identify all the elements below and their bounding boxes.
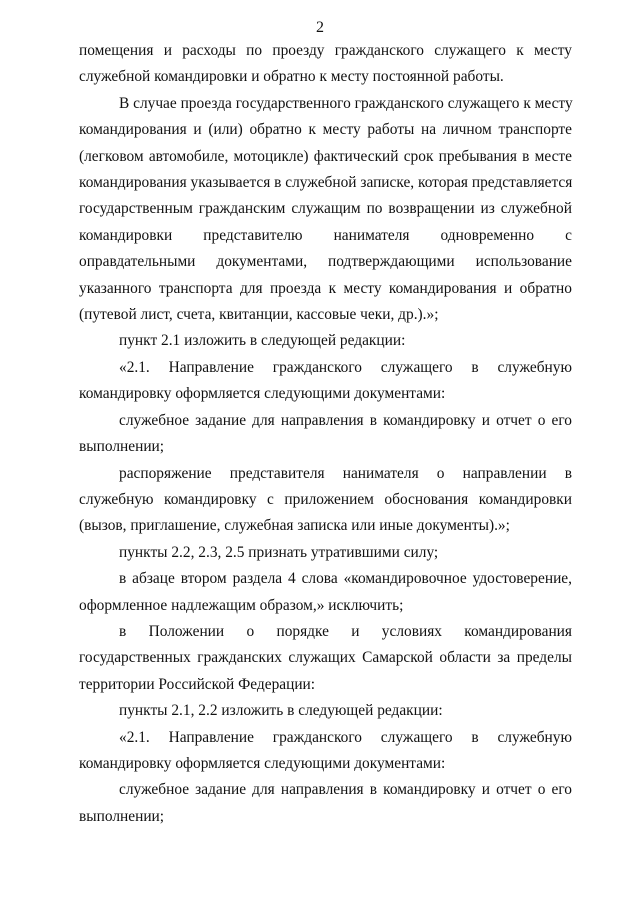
paragraph	[79, 725, 572, 778]
text-line: служебное задание для направления в командировку и отчет о его	[119, 781, 572, 799]
paragraph	[79, 355, 572, 408]
text-line: служебную командировку с приложением обоснования командировки	[79, 490, 572, 508]
text-line: (легковом автомобиле, мотоцикле) фактический срок пребывания в месте	[79, 147, 572, 165]
text-line: распоряжение представителя нанимателя о направлении в	[119, 464, 572, 482]
text-line: командирования указывается в служебной записке, которая представляется	[79, 174, 573, 192]
paragraph	[79, 619, 572, 698]
text-line: «2.1. Направление гражданского служащего в служебную	[119, 358, 572, 376]
paragraph	[79, 777, 572, 830]
paragraph	[79, 461, 572, 540]
text-line: территории Российской Федерации:	[79, 675, 316, 693]
text-line: пункт 2.1 изложить в следующей редакции:	[119, 332, 406, 350]
page-number: 2	[316, 19, 324, 36]
paragraph	[79, 328, 572, 354]
text-line: пункты 2.1, 2.2 изложить в следующей редакции:	[119, 702, 443, 720]
paragraph	[79, 566, 572, 619]
text-line: командировку оформляется следующими документами:	[79, 385, 446, 403]
paragraph	[79, 91, 572, 329]
text-line: выполнении;	[79, 807, 165, 825]
paragraph	[79, 38, 572, 91]
paragraph	[79, 408, 572, 461]
text-line: в абзаце втором раздела 4 слова «командировочное удостоверение,	[119, 570, 572, 588]
text-line: государственных гражданских служащих Самарской области за пределы	[79, 649, 572, 667]
text-line: оформленное надлежащим образом,» исключить;	[79, 596, 404, 614]
text-line: (вызов, приглашение, служебная записка или иные документы).»;	[79, 517, 510, 535]
text-line: оправдательными документами, подтверждающими использование	[79, 253, 572, 271]
text-line: служебное задание для направления в командировку и отчет о его	[119, 411, 572, 429]
text-line: (путевой лист, счета, квитанции, кассовые чеки, др.).»;	[79, 306, 439, 324]
text-line: командировки представителю нанимателя одновременно с	[79, 226, 572, 244]
text-line: «2.1. Направление гражданского служащего в служебную	[119, 728, 572, 746]
text-line: указанного транспорта для проезда к месту командирования и обратно	[79, 279, 572, 297]
text-line: В случае проезда государственного гражданского служащего к месту	[119, 94, 573, 112]
text-line: служебной командировки и обратно к месту постоянной работы.	[79, 68, 504, 86]
text-line: выполнении;	[79, 438, 165, 456]
text-line: командировку оформляется следующими документами:	[79, 754, 446, 772]
text-line: в Положении о порядке и условиях командирования	[119, 622, 572, 640]
paragraph	[79, 698, 572, 724]
paragraph	[79, 540, 572, 566]
text-line: командирования и (или) обратно к месту работы на личном транспорте	[79, 121, 572, 139]
text-line: пункты 2.2, 2.3, 2.5 признать утратившими силу;	[119, 543, 439, 561]
document-body	[79, 38, 572, 830]
text-line: государственным гражданским служащим по возвращении из служебной	[79, 200, 572, 218]
text-line: помещения и расходы по проезду гражданского служащего к месту	[79, 42, 572, 59]
